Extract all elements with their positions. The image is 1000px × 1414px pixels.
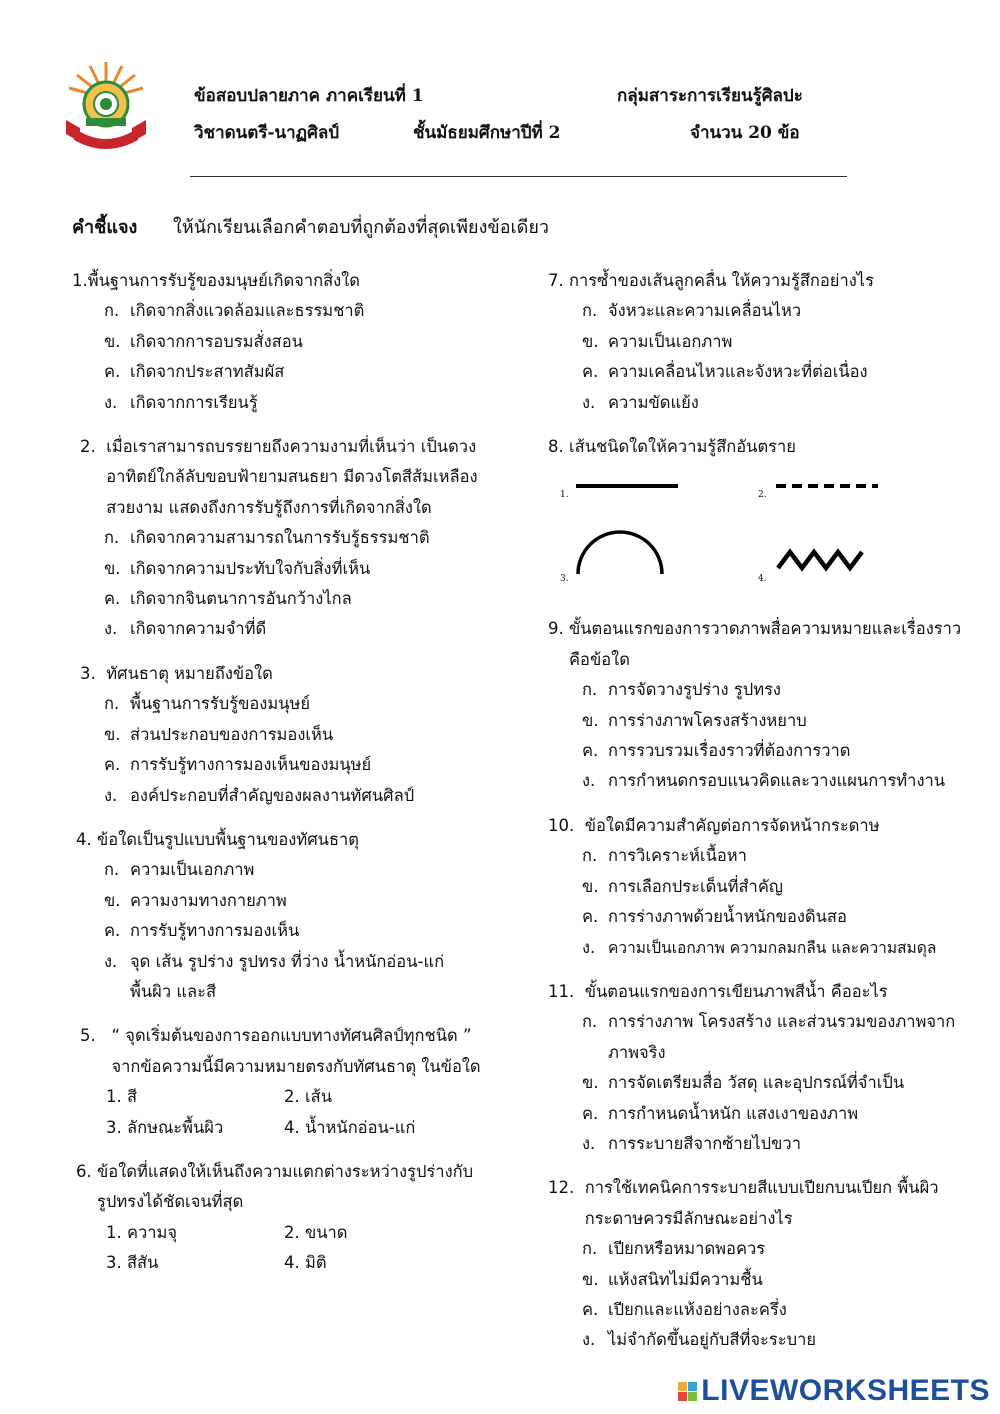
option-letter: ค.	[104, 921, 121, 941]
option-letter: ก.	[104, 301, 120, 321]
question-text: การซ้ำของเส้นลูกคลื่น ให้ความรู้สึกอย่างไร	[569, 271, 874, 290]
answer-option[interactable]	[104, 855, 492, 885]
option-text: เกิดจากความประทับใจกับสิ่งที่เห็น	[130, 558, 371, 578]
option-letter: ค.	[104, 362, 121, 382]
answer-option[interactable]	[582, 933, 978, 963]
option-text: เกิดจากความสามารถในการรับรู้ธรรมชาติ	[130, 528, 430, 548]
option-text: การเลือกประเด็นที่สำคัญ	[608, 876, 783, 896]
option-text: การร่างภาพโครงสร้างหยาบ	[608, 710, 807, 730]
option-text: การจัดวางรูปร่าง รูปทรง	[608, 680, 781, 700]
option-letter: ข.	[104, 558, 121, 578]
answer-option[interactable]	[104, 357, 492, 387]
question-10	[548, 811, 978, 963]
option-letter: ข.	[582, 710, 599, 730]
answer-option[interactable]	[582, 357, 978, 387]
answer-option[interactable]	[104, 554, 492, 584]
option-text: ความขัดแย้ง	[608, 392, 699, 412]
option-text: ความเป็นเอกภาพ	[608, 331, 733, 351]
answer-option[interactable]	[104, 689, 492, 719]
line-types-figure	[548, 464, 978, 600]
option-letter: ง.	[582, 1330, 596, 1350]
option-text: การจัดเตรียมสื่อ วัสดุ และอุปกรณ์ที่จำเป็น	[608, 1073, 905, 1093]
subject-name: วิชาดนตรี-นาฏศิลป์	[194, 123, 340, 143]
question-number: 11.	[548, 981, 585, 1001]
option-text: การระบายสีจากซ้ายไปขวา	[608, 1133, 801, 1153]
option-letter: ง.	[104, 392, 118, 412]
answer-option[interactable]	[104, 327, 492, 357]
question-number: 6.	[76, 1161, 97, 1181]
option-letter: ค.	[582, 907, 599, 927]
option-text: การร่างภาพ โครงสร้าง และส่วนรวมของภาพจาก ภาพจริง	[608, 1012, 956, 1062]
question-number: 2.	[80, 437, 107, 457]
option-text: เกิดจากการเรียนรู้	[130, 392, 258, 412]
answer-option[interactable]	[104, 886, 492, 916]
question-7	[548, 266, 978, 418]
question-number: 8.	[548, 437, 569, 457]
answer-option[interactable]	[582, 1007, 978, 1068]
option-letter: ง.	[104, 785, 118, 805]
option-letter: ก.	[582, 301, 598, 321]
answer-option[interactable]	[104, 523, 492, 553]
option-text: เกิดจากการอบรมสั่งสอน	[130, 331, 303, 351]
option-letter: ง.	[104, 619, 118, 639]
figure-label: 1.	[560, 490, 569, 501]
header-divider	[190, 176, 847, 177]
option-letter: ค.	[104, 755, 121, 775]
question-text: ข้อใดเป็นรูปแบบพื้นฐานของทัศนธาตุ	[97, 829, 360, 849]
question-2	[72, 432, 492, 645]
instructions	[72, 212, 549, 241]
answer-option[interactable]	[582, 872, 978, 902]
grade-level: ชั้นมัธยมศึกษาปีที่ 2	[413, 123, 561, 143]
answer-option[interactable]	[582, 766, 978, 796]
answer-option[interactable]	[582, 1068, 978, 1098]
option-letter: ค.	[582, 1103, 599, 1123]
question-8	[548, 432, 978, 600]
answer-option[interactable]: 1. ความจุ	[106, 1222, 178, 1242]
option-text: ไม่จำกัดขึ้นอยู่กับสีที่จะระบาย	[608, 1330, 817, 1350]
option-letter: ก.	[582, 846, 598, 866]
option-text: การร่างภาพด้วยน้ำหนักของดินสอ	[608, 907, 847, 927]
option-text: เกิดจากความจำที่ดี	[130, 619, 267, 639]
curved-line	[578, 532, 662, 574]
answer-option[interactable]	[582, 902, 978, 932]
answer-option[interactable]	[582, 1234, 978, 1264]
option-text: เกิดจากประสาทสัมผัส	[130, 362, 285, 382]
question-number: 9.	[548, 619, 569, 639]
answer-option[interactable]	[582, 296, 978, 326]
answer-option[interactable]	[104, 296, 492, 326]
instructions-label: คำชี้แจง	[72, 217, 138, 238]
question-number: 7.	[548, 271, 569, 290]
answer-option[interactable]: 4. มิติ	[284, 1253, 327, 1273]
question-text: เมื่อเราสามารถบรรยายถึงความงามที่เห็นว่า เป็นดวงอาทิตย์ใกล้ลับขอบฟ้ายามสนธยา มีดวงโตสีส้มเหลือง สวยงาม แสดงถึงการรับรู้ถึงการที่เกิดจากสิ่งใด	[106, 437, 478, 517]
answer-option[interactable]: 1. สี	[106, 1087, 138, 1107]
answer-option[interactable]	[104, 388, 492, 418]
option-text: แห้งสนิทไม่มีความชื้น	[608, 1269, 763, 1289]
option-letter: ก.	[582, 1239, 598, 1259]
option-text: เกิดจากสิ่งแวดล้อมและธรรมชาติ	[130, 301, 365, 321]
question-11	[548, 977, 978, 1159]
question-12	[548, 1173, 978, 1355]
answer-option[interactable]: 2. เส้น	[284, 1087, 332, 1107]
question-number: 1.	[72, 271, 88, 290]
answer-option[interactable]	[104, 614, 492, 644]
question-3	[72, 659, 492, 811]
figure-label: 3.	[560, 574, 569, 585]
figure-label: 4.	[758, 574, 767, 585]
question-number: 10.	[548, 815, 585, 835]
answer-option[interactable]	[582, 675, 978, 705]
option-letter: ค.	[582, 1299, 599, 1319]
question-number: 4.	[76, 829, 97, 849]
question-number: 5.	[80, 1026, 112, 1046]
option-text: การวิเคราะห์เนื้อหา	[608, 846, 747, 866]
option-letter: ข.	[104, 331, 121, 351]
figure-label: 2.	[758, 490, 767, 501]
answer-option[interactable]	[582, 1325, 978, 1355]
answer-option[interactable]	[582, 736, 978, 766]
question-5	[72, 1021, 492, 1143]
option-letter: ข.	[582, 1269, 599, 1289]
instructions-text: ให้นักเรียนเลือกคำตอบที่ถูกต้องที่สุดเพียงข้อเดียว	[173, 217, 549, 238]
option-letter: ข.	[582, 1073, 599, 1093]
option-text: การกำหนดน้ำหนัก แสงเงาของภาพ	[608, 1103, 859, 1123]
answer-option[interactable]	[582, 1129, 978, 1159]
option-letter: ก.	[582, 1012, 598, 1032]
option-text: เกิดจากจินตนาการอันกว้างไกล	[130, 589, 352, 609]
question-text: ทัศนธาตุ หมายถึงข้อใด	[106, 663, 273, 683]
school-logo	[60, 58, 152, 150]
answer-option[interactable]: 4. น้ำหนักอ่อน-แก่	[284, 1117, 416, 1137]
option-letter: ก.	[104, 860, 120, 880]
option-text: การกำหนดกรอบแนวคิดและวางแผนการทำงาน	[608, 771, 946, 791]
answer-option[interactable]	[104, 720, 492, 750]
option-text: เปียกหรือหมาดพอควร	[608, 1239, 766, 1259]
option-letter: ข.	[582, 331, 599, 351]
liveworksheets-icon	[678, 1382, 697, 1401]
option-letter: ค.	[582, 362, 599, 382]
answer-option[interactable]	[104, 916, 492, 946]
question-text: ขั้นตอนแรกของการวาดภาพสื่อความหมายและเรื่องราว คือข้อใด	[569, 619, 962, 669]
brand-name: LIVEWORKSHEETS	[701, 1374, 990, 1407]
option-letter: ข.	[104, 724, 121, 744]
left-column	[72, 266, 492, 1293]
question-text: การใช้เทคนิคการระบายสีแบบเปียกบนเปียก พื้นผิวกระดาษควรมีลักษณะอย่างไร	[584, 1178, 939, 1228]
option-letter: ก.	[104, 528, 120, 548]
answer-option[interactable]: 3. สีสัน	[106, 1253, 159, 1273]
option-letter: ค.	[104, 589, 121, 609]
answer-option[interactable]	[104, 584, 492, 614]
answer-option[interactable]	[582, 1099, 978, 1129]
answer-option[interactable]	[582, 841, 978, 871]
answer-option[interactable]	[104, 781, 492, 811]
liveworksheets-logo	[678, 1374, 990, 1408]
option-text: ความเป็นเอกภาพ	[130, 860, 255, 880]
question-count: จำนวน 20 ข้อ	[690, 123, 800, 143]
question-text: “ จุดเริ่มต้นของการออกแบบทางทัศนศิลป์ทุกชนิด ” จากข้อความนี้มีความหมายตรงกับทัศนธาตุ ในข้อใด	[111, 1026, 481, 1076]
answer-option[interactable]	[582, 388, 978, 418]
question-text: ข้อใดมีความสำคัญต่อการจัดหน้ากระดาษ	[584, 815, 880, 835]
option-letter: ง.	[104, 951, 118, 971]
answer-option[interactable]: 3. ลักษณะพื้นผิว	[106, 1117, 224, 1137]
option-letter: ค.	[582, 741, 599, 761]
right-column	[548, 266, 978, 1370]
question-number: 12.	[548, 1178, 585, 1198]
answer-option[interactable]	[582, 327, 978, 357]
option-text: การรวบรวมเรื่องราวที่ต้องการวาด	[608, 741, 851, 761]
answer-option[interactable]	[582, 1295, 978, 1325]
option-text: องค์ประกอบที่สำคัญของผลงานทัศนศิลป์	[130, 785, 415, 805]
answer-option[interactable]	[582, 706, 978, 736]
option-letter: ง.	[582, 1133, 596, 1153]
answer-option[interactable]	[104, 750, 492, 780]
zigzag-line	[778, 552, 862, 568]
answer-option[interactable]	[582, 1265, 978, 1295]
option-text: การรับรู้ทางการมองเห็น	[130, 921, 300, 941]
option-letter: ก.	[104, 694, 120, 714]
answer-option[interactable]: 2. ขนาด	[284, 1222, 348, 1242]
subject-group: กลุ่มสาระการเรียนรู้ศิลปะ	[617, 86, 803, 106]
option-text: ความเคลื่อนไหวและจังหวะที่ต่อเนื่อง	[608, 362, 868, 382]
answer-option[interactable]	[104, 947, 492, 1008]
option-text: ส่วนประกอบของการมองเห็น	[130, 724, 334, 744]
question-1	[72, 266, 492, 418]
question-text: ขั้นตอนแรกของการเขียนภาพสีน้ำ คืออะไร	[584, 981, 888, 1001]
question-9	[548, 614, 978, 796]
question-number: 3.	[80, 663, 107, 683]
option-text: พื้นฐานการรับรู้ของมนุษย์	[130, 694, 311, 714]
question-text: ข้อใดที่แสดงให้เห็นถึงความแตกต่างระหว่างรูปร่างกับรูปทรงได้ชัดเจนที่สุด	[97, 1161, 474, 1212]
option-text: เปียกและแห้งอย่างละครึ่ง	[608, 1299, 787, 1319]
question-4	[72, 825, 492, 1007]
question-text: เส้นชนิดใดให้ความรู้สึกอันตราย	[569, 437, 796, 457]
option-letter: ง.	[582, 937, 596, 957]
option-text: จุด เส้น รูปร่าง รูปทรง ที่ว่าง น้ำหนักอ่อน-แก่ พื้นผิว และสี	[130, 951, 445, 1001]
option-text: ความงามทางกายภาพ	[130, 890, 287, 910]
option-letter: ง.	[582, 771, 596, 791]
question-6	[72, 1157, 492, 1279]
option-letter: ข.	[582, 876, 599, 896]
option-text: การรับรู้ทางการมองเห็นของมนุษย์	[130, 755, 372, 775]
option-letter: ง.	[582, 392, 596, 412]
option-letter: ข.	[104, 890, 121, 910]
option-text: ความเป็นเอกภาพ ความกลมกลืน และความสมดุล	[608, 938, 937, 957]
option-text: จังหวะและความเคลื่อนไหว	[608, 301, 802, 321]
question-text: พื้นฐานการรับรู้ของมนุษย์เกิดจากสิ่งใด	[87, 271, 360, 290]
option-letter: ก.	[582, 680, 598, 700]
exam-title: ข้อสอบปลายภาค ภาคเรียนที่ 1	[194, 86, 424, 106]
